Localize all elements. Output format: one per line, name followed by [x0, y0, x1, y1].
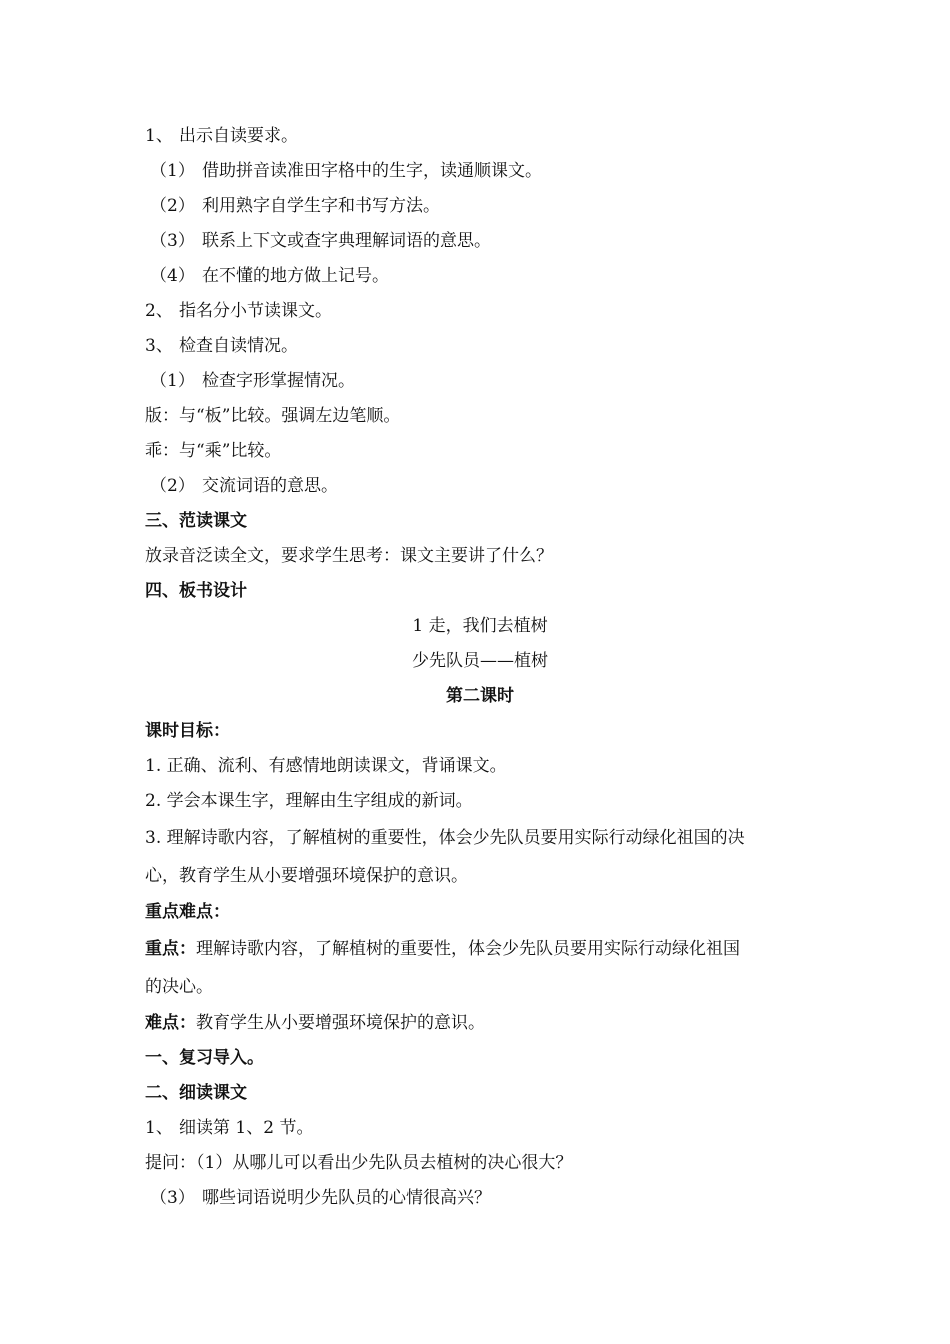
goal-item: 1. 正确、流利、有感情地朗读课文，背诵课文。: [145, 756, 507, 776]
goals-heading: 课时目标：: [145, 721, 230, 741]
step-number: 1、: [145, 1118, 173, 1138]
requirement-line: [145, 224, 815, 259]
step-number: 2、: [145, 301, 173, 321]
char-note: 版：与“板”比较。强调左边笔顺。: [145, 406, 401, 426]
requirement-number: （3）: [150, 231, 195, 251]
section-heading: 四、板书设计: [145, 581, 247, 601]
difficulty-text: 教育学生从小要增强环境保护的意识。: [196, 1013, 485, 1033]
document-page: [145, 119, 815, 1216]
question-text: 哪些词语说明少先队员的心情很高兴？: [202, 1188, 491, 1208]
question-line: [145, 1181, 815, 1216]
section-heading: 二、细读课文: [145, 1083, 247, 1103]
step-text: 检查自读情况。: [179, 336, 298, 356]
board-line: 少先队员——植树: [412, 651, 548, 671]
requirement-line: [145, 259, 815, 294]
check-line: [145, 364, 815, 399]
question-number: （3）: [150, 1188, 195, 1208]
step-text: 细读第 1、2 节。: [179, 1118, 314, 1138]
step-line: [145, 294, 815, 329]
requirement-number: （2）: [150, 196, 195, 216]
requirement-text: 联系上下文或查字典理解词语的意思。: [202, 231, 491, 251]
requirement-line: [145, 189, 815, 224]
key-point-label: 重点：: [145, 939, 196, 959]
section-heading: 一、复习导入。: [145, 1048, 264, 1068]
step-line: [145, 1111, 815, 1146]
goal-item-continued: 心，教育学生从小要增强环境保护的意识。: [145, 866, 468, 886]
requirement-number: （4）: [150, 266, 195, 286]
difficulty-label: 难点：: [145, 1013, 196, 1033]
board-title: 1 走，我们去植树: [412, 616, 548, 636]
difficulty-line: [145, 1006, 815, 1041]
goal-item: 2. 学会本课生字，理解由生字组成的新词。: [145, 791, 473, 811]
check-number: （2）: [150, 476, 195, 496]
check-line: [145, 469, 815, 504]
key-points-heading: 重点难点：: [145, 902, 230, 922]
lesson-title: 第二课时: [446, 686, 514, 706]
requirement-text: 在不懂的地方做上记号。: [202, 266, 389, 286]
question-line: 提问：（1）从哪儿可以看出少先队员去植树的决心很大？: [145, 1153, 573, 1173]
step-number: 3、: [145, 336, 173, 356]
step-text: 指名分小节读课文。: [179, 301, 332, 321]
check-number: （1）: [150, 371, 195, 391]
requirement-text: 利用熟字自学生字和书写方法。: [202, 196, 440, 216]
key-point-continued: 的决心。: [145, 977, 213, 997]
step-line: [145, 329, 815, 364]
step-line: [145, 119, 815, 154]
paragraph: 放录音泛读全文，要求学生思考：课文主要讲了什么？: [145, 546, 553, 566]
char-note: 乖：与“乘”比较。: [145, 441, 282, 461]
step-number: 1、: [145, 126, 173, 146]
check-text: 检查字形掌握情况。: [202, 371, 355, 391]
requirement-text: 借助拼音读准田字格中的生字，读通顺课文。: [202, 161, 542, 181]
key-point-line: [145, 930, 815, 968]
goal-item: 3. 理解诗歌内容，了解植树的重要性，体会少先队员要用实际行动绿化祖国的决: [145, 828, 745, 848]
requirement-line: [145, 154, 815, 189]
key-point-text: 理解诗歌内容，了解植树的重要性，体会少先队员要用实际行动绿化祖国: [196, 939, 740, 959]
step-text: 出示自读要求。: [179, 126, 298, 146]
requirement-number: （1）: [150, 161, 195, 181]
section-heading: 三、范读课文: [145, 511, 247, 531]
check-text: 交流词语的意思。: [202, 476, 338, 496]
